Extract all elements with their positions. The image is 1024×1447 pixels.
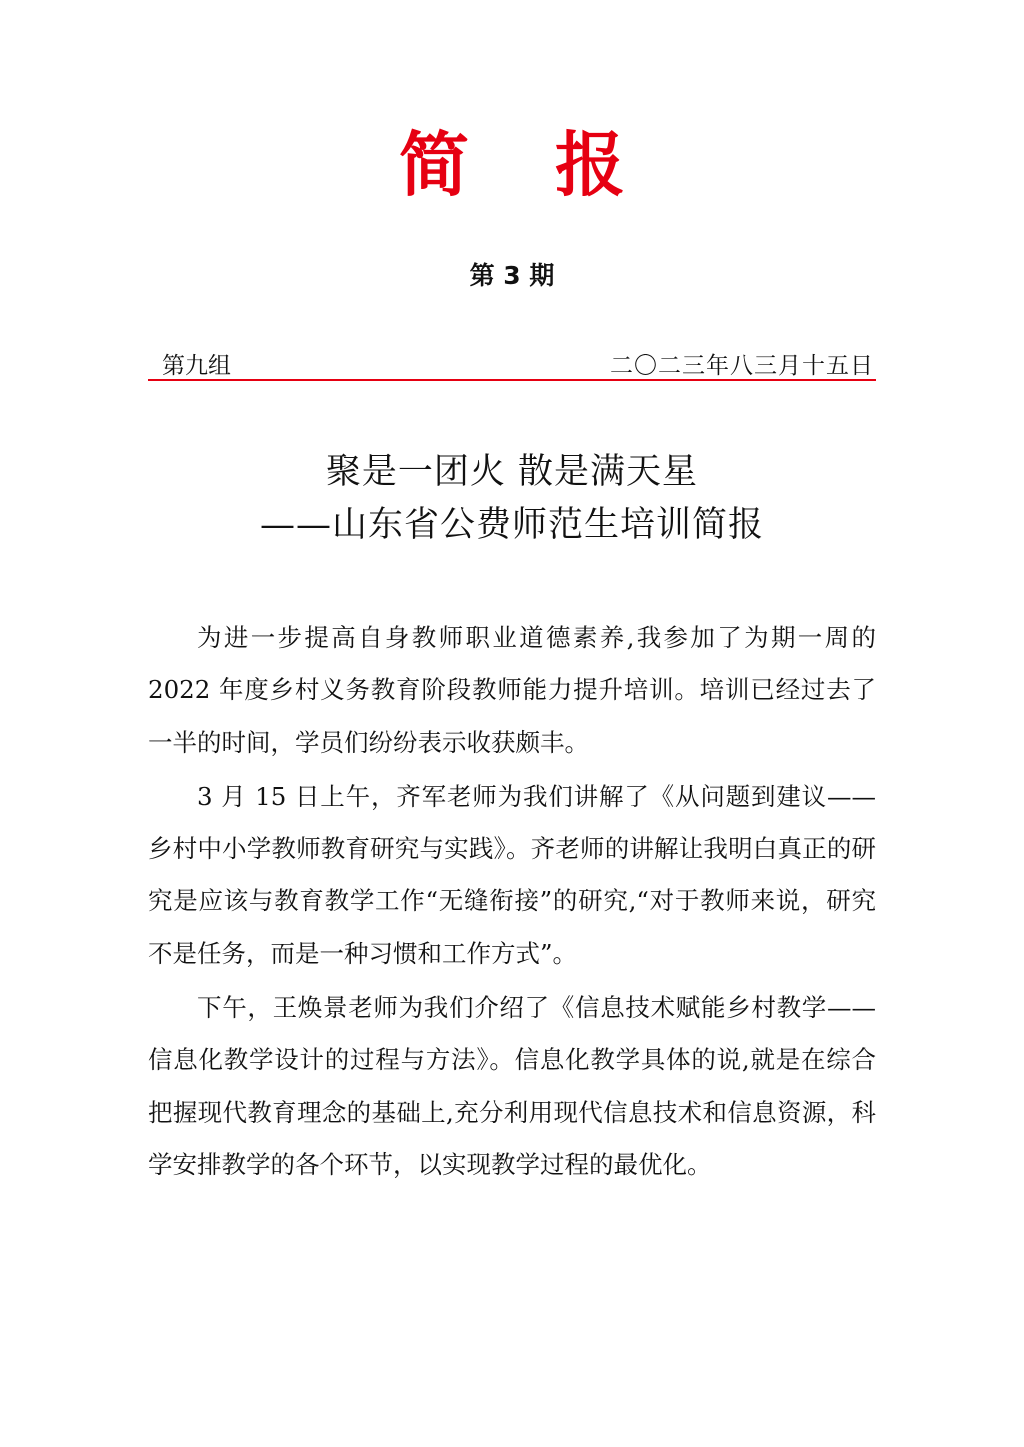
publish-date: 二〇二三年八三月十五日 <box>610 353 874 379</box>
group-name: 第九组 <box>162 353 231 379</box>
issue-number: 第 3 期 <box>469 261 555 290</box>
paragraph: 为进一步提高自身教师职业道德素养,我参加了为期一周的 2022 年度乡村义务教育阶段教师能力提升培训。培训已经过去了一半的时间，学员们纷纷表示收获颇丰。 <box>148 623 876 757</box>
paragraph: 下午，王焕景老师为我们介绍了《信息技术赋能乡村教学——信息化教学设计的过程与方法》。信息化教学具体的说,就是在综合把握现代教育理念的基础上,充分利用现代信息技术和信息资源，科学安排教学的各个环节，以实现教学过程的最优化。 <box>148 993 876 1179</box>
paragraph: 3 月 15 日上午，齐军老师为我们讲解了《从问题到建议——乡村中小学教师教育研究与实践》。齐老师的讲解让我明白真正的研究是应该与教育教学工作“无缝衔接”的研究,“对于教师来说，研究不是任务，而是一种习惯和工作方式”。 <box>148 781 876 968</box>
red-divider <box>148 379 876 381</box>
article-title: 聚是一团火 散是满天星 <box>325 452 699 492</box>
article-body <box>148 612 876 1193</box>
masthead-title: 简报 <box>399 124 711 206</box>
article-subtitle: ——山东省公费师范生培训简报 <box>259 505 764 545</box>
